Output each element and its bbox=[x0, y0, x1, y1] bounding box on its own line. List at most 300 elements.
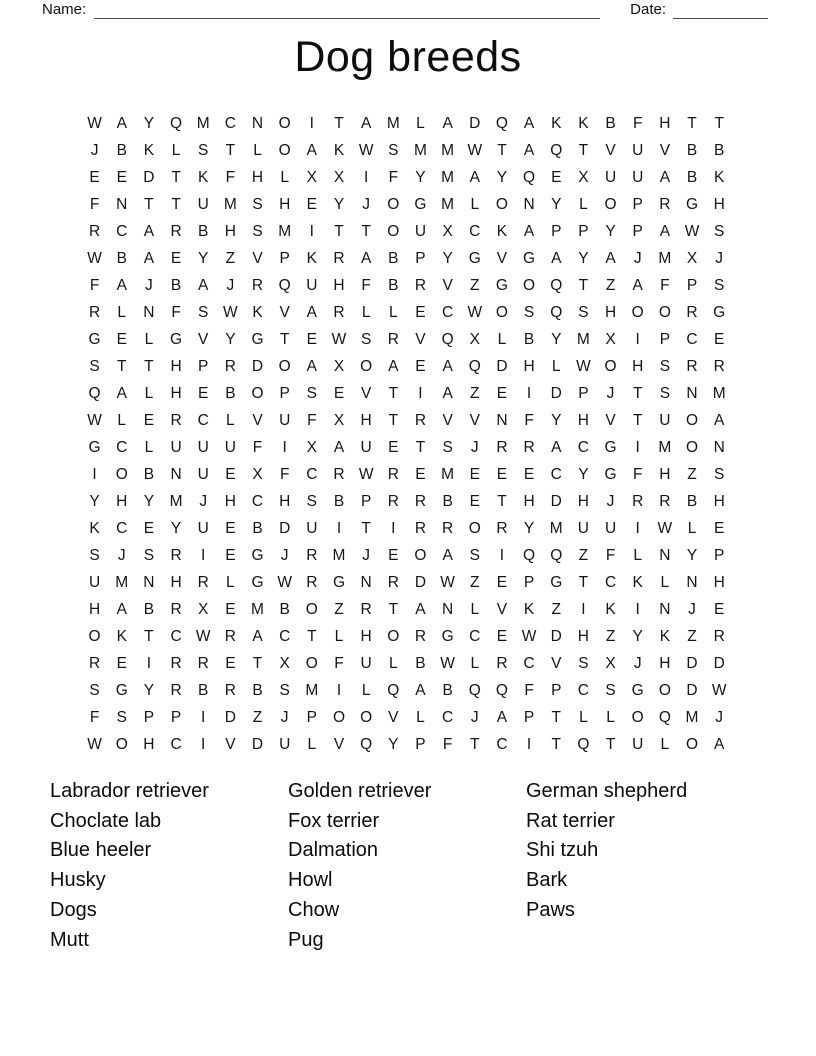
grid-letter: T bbox=[388, 601, 399, 618]
grid-letter: L bbox=[470, 601, 480, 618]
grid-letter: P bbox=[306, 709, 317, 726]
grid-letter: X bbox=[605, 331, 616, 348]
grid-letter: H bbox=[577, 628, 589, 645]
grid-letter: X bbox=[333, 169, 345, 186]
grid-letter: B bbox=[686, 142, 698, 159]
grid-letter: A bbox=[442, 385, 453, 402]
grid-letter: Z bbox=[470, 277, 480, 294]
grid-letter: E bbox=[469, 466, 480, 483]
grid-letter: H bbox=[360, 628, 372, 645]
grid-letter: J bbox=[362, 547, 371, 564]
grid-letter: H bbox=[523, 358, 535, 375]
grid-letter: U bbox=[197, 439, 209, 456]
grid-letter: B bbox=[442, 682, 453, 699]
grid-row bbox=[81, 164, 733, 191]
grid-letter: U bbox=[306, 277, 318, 294]
grid-letter: G bbox=[251, 547, 264, 564]
grid-letter: D bbox=[251, 736, 264, 753]
grid-letter: R bbox=[414, 493, 427, 510]
grid-letter: J bbox=[199, 493, 208, 510]
grid-letter: P bbox=[279, 250, 290, 267]
grid-letter: F bbox=[334, 655, 344, 672]
grid-letter: E bbox=[306, 196, 317, 213]
grid-letter: M bbox=[441, 169, 455, 186]
grid-letter: U bbox=[360, 439, 372, 456]
grid-letter: Z bbox=[605, 628, 616, 645]
grid-letter: T bbox=[307, 628, 317, 645]
grid-letter: F bbox=[605, 547, 616, 564]
grid-letter: A bbox=[415, 601, 426, 618]
name-label: Name: bbox=[42, 1, 87, 18]
grid-letter: C bbox=[496, 736, 508, 753]
grid-letter: P bbox=[686, 277, 698, 294]
grid-letter: L bbox=[144, 331, 154, 348]
grid-letter: P bbox=[360, 493, 372, 510]
grid-letter: Z bbox=[334, 601, 344, 618]
grid-letter: A bbox=[143, 223, 155, 240]
grid-letter: M bbox=[332, 547, 346, 564]
grid-letter: H bbox=[143, 736, 155, 753]
grid-letter: X bbox=[252, 466, 263, 483]
grid-letter: D bbox=[686, 682, 698, 699]
grid-letter: I bbox=[92, 466, 97, 483]
word-item: Choclate lab bbox=[50, 809, 162, 832]
word-item: Howl bbox=[288, 869, 333, 892]
grid-letter: V bbox=[252, 250, 263, 267]
grid-letter: M bbox=[413, 142, 427, 159]
grid-letter: T bbox=[144, 628, 154, 645]
grid-letter: I bbox=[499, 547, 505, 564]
grid-letter: R bbox=[170, 223, 182, 240]
grid-letter: I bbox=[201, 736, 206, 753]
grid-row bbox=[81, 488, 733, 515]
word-item: Mutt bbox=[50, 928, 89, 951]
grid-letter: I bbox=[363, 169, 369, 186]
grid-letter: E bbox=[496, 574, 508, 591]
grid-letter: T bbox=[171, 169, 181, 186]
grid-letter: C bbox=[197, 412, 209, 429]
grid-letter: T bbox=[632, 412, 643, 429]
grid-row bbox=[81, 326, 733, 353]
grid-letter: R bbox=[632, 493, 644, 510]
grid-letter: C bbox=[251, 493, 264, 510]
grid-letter: B bbox=[686, 169, 698, 186]
grid-letter: P bbox=[551, 682, 562, 699]
grid-letter: R bbox=[414, 520, 427, 537]
grid-letter: O bbox=[115, 736, 128, 753]
grid-letter: Q bbox=[523, 547, 536, 564]
grid-letter: Y bbox=[551, 412, 562, 429]
grid-letter: U bbox=[224, 439, 236, 456]
grid-letter: C bbox=[116, 439, 128, 456]
grid-letter: I bbox=[309, 115, 314, 132]
grid-letter: Q bbox=[88, 385, 101, 402]
grid-letter: C bbox=[686, 331, 698, 348]
grid-letter: N bbox=[360, 574, 372, 591]
grid-letter: I bbox=[391, 520, 396, 537]
grid-letter: M bbox=[196, 115, 210, 132]
grid-letter: W bbox=[358, 466, 374, 483]
grid-letter: V bbox=[198, 331, 209, 348]
grid-letter: E bbox=[116, 331, 127, 348]
grid-letter: B bbox=[116, 250, 127, 267]
grid-letter: H bbox=[279, 493, 291, 510]
grid-letter: I bbox=[526, 736, 532, 753]
grid-letter: M bbox=[278, 223, 292, 240]
grid-letter: T bbox=[388, 385, 399, 402]
grid-letter: L bbox=[497, 331, 507, 348]
grid-letter: A bbox=[523, 223, 535, 240]
grid-letter: T bbox=[415, 439, 426, 456]
grid-letter: X bbox=[333, 358, 345, 375]
grid-letter: C bbox=[224, 115, 236, 132]
grid-letter: A bbox=[469, 169, 480, 186]
grid-letter: L bbox=[416, 709, 425, 726]
grid-letter: T bbox=[578, 277, 589, 294]
grid-letter: L bbox=[280, 169, 289, 186]
grid-letter: G bbox=[713, 304, 726, 321]
grid-letter: N bbox=[170, 466, 182, 483]
grid-letter: T bbox=[551, 736, 561, 753]
grid-letter: M bbox=[386, 115, 400, 132]
grid-letter: P bbox=[551, 223, 562, 240]
grid-letter: F bbox=[524, 412, 534, 429]
word-item: Golden retriever bbox=[288, 780, 432, 802]
grid-letter: P bbox=[632, 223, 643, 240]
grid-letter: O bbox=[387, 628, 400, 645]
grid-letter: D bbox=[550, 628, 562, 645]
grid-letter: L bbox=[660, 574, 670, 591]
grid-letter: A bbox=[116, 115, 127, 132]
grid-letter: D bbox=[414, 574, 427, 591]
grid-letter: E bbox=[415, 358, 426, 375]
grid-letter: P bbox=[279, 385, 290, 402]
grid-letter: L bbox=[253, 142, 262, 159]
grid-letter: T bbox=[551, 709, 561, 726]
grid-letter: X bbox=[306, 439, 317, 456]
grid-letter: U bbox=[170, 439, 182, 456]
grid-letter: S bbox=[714, 223, 725, 240]
grid-letter: Q bbox=[658, 709, 671, 726]
grid-letter: S bbox=[523, 304, 535, 321]
grid-row bbox=[81, 353, 733, 380]
grid-row bbox=[81, 218, 733, 245]
grid-letter: O bbox=[278, 358, 291, 375]
grid-letter: D bbox=[469, 115, 481, 132]
grid-letter: H bbox=[632, 358, 644, 375]
grid-letter: S bbox=[279, 682, 290, 699]
grid-letter: L bbox=[361, 682, 371, 699]
grid-letter: H bbox=[251, 169, 264, 186]
grid-letter: E bbox=[306, 331, 317, 348]
grid-letter: G bbox=[332, 574, 346, 591]
grid-letter: U bbox=[659, 412, 671, 429]
grid-letter: V bbox=[659, 142, 671, 159]
grid-letter: H bbox=[170, 574, 182, 591]
grid-letter: J bbox=[280, 547, 289, 564]
grid-letter: T bbox=[279, 331, 290, 348]
grid-letter: M bbox=[441, 466, 455, 483]
grid-letter: L bbox=[687, 520, 697, 537]
grid-letter: A bbox=[442, 358, 453, 375]
grid-letter: Y bbox=[333, 196, 345, 213]
grid-letter: R bbox=[713, 358, 725, 375]
grid-letter: Z bbox=[252, 709, 263, 726]
grid-letter: V bbox=[415, 331, 426, 348]
grid-letter: H bbox=[577, 493, 589, 510]
grid-letter: L bbox=[144, 439, 154, 456]
grid-letter: M bbox=[441, 142, 455, 159]
grid-row bbox=[81, 623, 733, 650]
grid-letter: U bbox=[577, 520, 589, 537]
grid-letter: E bbox=[714, 331, 725, 348]
grid-letter: H bbox=[577, 412, 589, 429]
grid-letter: V bbox=[496, 601, 508, 618]
grid-letter: B bbox=[442, 493, 453, 510]
grid-row bbox=[81, 596, 733, 623]
grid-letter: I bbox=[635, 331, 640, 348]
grid-letter: R bbox=[496, 520, 508, 537]
grid-letter: B bbox=[415, 655, 426, 672]
grid-letter: R bbox=[170, 601, 182, 618]
grid-letter: M bbox=[251, 601, 264, 618]
grid-letter: T bbox=[497, 142, 507, 159]
grid-letter: V bbox=[469, 412, 480, 429]
grid-letter: S bbox=[605, 682, 616, 699]
grid-letter: S bbox=[198, 142, 209, 159]
grid-letter: L bbox=[579, 196, 588, 213]
grid-letter: C bbox=[442, 304, 454, 321]
grid-letter: P bbox=[578, 385, 589, 402]
grid-letter: W bbox=[684, 223, 700, 240]
grid-letter: H bbox=[170, 358, 182, 375]
grid-letter: R bbox=[414, 277, 427, 294]
grid-letter: L bbox=[388, 655, 398, 672]
grid-letter: R bbox=[224, 682, 236, 699]
grid-letter: K bbox=[551, 115, 562, 132]
grid-letter: K bbox=[252, 304, 263, 321]
grid-letter: E bbox=[388, 547, 399, 564]
grid-letter: I bbox=[201, 709, 206, 726]
grid-letter: N bbox=[686, 574, 698, 591]
grid-letter: O bbox=[278, 115, 291, 132]
grid-letter: F bbox=[89, 277, 100, 294]
grid-letter: G bbox=[550, 574, 563, 591]
grid-letter: X bbox=[578, 169, 589, 186]
grid-letter: O bbox=[360, 358, 373, 375]
grid-letter: Z bbox=[687, 466, 697, 483]
grid-row bbox=[81, 137, 733, 164]
grid-letter: O bbox=[685, 412, 699, 429]
grid-letter: A bbox=[143, 250, 155, 267]
grid-letter: T bbox=[632, 385, 643, 402]
grid-letter: I bbox=[282, 439, 287, 456]
grid-letter: Q bbox=[495, 682, 508, 699]
grid-letter: T bbox=[578, 142, 589, 159]
grid-letter: R bbox=[333, 304, 345, 321]
grid-letter: D bbox=[143, 169, 155, 186]
grid-letter: R bbox=[496, 439, 508, 456]
grid-letter: R bbox=[88, 655, 101, 672]
grid-letter: V bbox=[442, 412, 453, 429]
grid-letter: D bbox=[686, 655, 698, 672]
grid-letter: C bbox=[170, 736, 182, 753]
grid-letter: J bbox=[90, 142, 99, 159]
grid-letter: Q bbox=[577, 736, 590, 753]
grid-letter: A bbox=[551, 439, 562, 456]
grid-letter: O bbox=[631, 709, 644, 726]
grid-letter: A bbox=[116, 601, 127, 618]
grid-letter: S bbox=[198, 304, 209, 321]
grid-letter: E bbox=[496, 466, 508, 483]
grid-letter: E bbox=[225, 601, 236, 618]
grid-letter: I bbox=[201, 547, 206, 564]
grid-letter: T bbox=[334, 223, 344, 240]
grid-letter: I bbox=[635, 601, 640, 618]
grid-letter: H bbox=[88, 601, 101, 618]
grid-letter: Z bbox=[605, 277, 616, 294]
grid-row bbox=[81, 272, 733, 299]
word-item: Paws bbox=[526, 898, 575, 921]
grid-letter: V bbox=[551, 655, 562, 672]
grid-letter: U bbox=[197, 520, 209, 537]
grid-letter: Y bbox=[496, 169, 508, 186]
name-blank-line bbox=[94, 4, 600, 19]
grid-letter: J bbox=[688, 601, 696, 618]
grid-letter: D bbox=[713, 655, 725, 672]
grid-letter: R bbox=[88, 304, 101, 321]
grid-letter: B bbox=[523, 331, 535, 348]
grid-letter: G bbox=[523, 250, 536, 267]
grid-row bbox=[81, 380, 733, 407]
grid-letter: M bbox=[658, 439, 672, 456]
grid-letter: E bbox=[225, 520, 236, 537]
grid-letter: S bbox=[116, 709, 127, 726]
grid-letter: R bbox=[360, 601, 372, 618]
grid-letter: P bbox=[523, 709, 535, 726]
grid-row bbox=[81, 569, 733, 596]
grid-letter: B bbox=[143, 601, 155, 618]
grid-letter: K bbox=[714, 169, 725, 186]
grid-letter: G bbox=[441, 628, 454, 645]
grid-letter: B bbox=[388, 277, 399, 294]
grid-letter: F bbox=[89, 196, 100, 213]
grid-letter: W bbox=[277, 574, 292, 591]
grid-letter: E bbox=[198, 385, 209, 402]
grid-letter: N bbox=[496, 412, 508, 429]
grid-letter: A bbox=[306, 142, 317, 159]
grid-letter: L bbox=[226, 412, 235, 429]
grid-letter: X bbox=[686, 250, 698, 267]
grid-letter: T bbox=[361, 520, 371, 537]
grid-letter: F bbox=[632, 115, 643, 132]
grid-letter: Y bbox=[170, 520, 182, 537]
grid-letter: Y bbox=[225, 331, 236, 348]
grid-letter: R bbox=[387, 466, 399, 483]
grid-letter: W bbox=[521, 628, 537, 645]
grid-letter: S bbox=[388, 142, 399, 159]
grid-letter: O bbox=[278, 142, 291, 159]
grid-letter: E bbox=[415, 304, 426, 321]
grid-letter: A bbox=[551, 250, 562, 267]
grid-letter: T bbox=[605, 736, 616, 753]
grid-letter: O bbox=[658, 682, 671, 699]
grid-letter: A bbox=[360, 115, 372, 132]
grid-letter: Q bbox=[523, 169, 536, 186]
grid-letter: J bbox=[362, 196, 371, 213]
grid-letter: G bbox=[414, 196, 427, 213]
word-column bbox=[288, 777, 526, 955]
grid-letter: V bbox=[360, 385, 372, 402]
grid-letter: F bbox=[225, 169, 236, 186]
grid-letter: H bbox=[713, 574, 725, 591]
grid-letter: R bbox=[496, 655, 508, 672]
grid-letter: Z bbox=[687, 628, 697, 645]
grid-letter: N bbox=[523, 196, 535, 213]
grid-letter: M bbox=[169, 493, 183, 510]
grid-letter: A bbox=[116, 277, 127, 294]
header-row bbox=[42, 1, 768, 19]
grid-letter: L bbox=[579, 709, 588, 726]
grid-letter: P bbox=[523, 574, 535, 591]
grid-letter: W bbox=[358, 142, 374, 159]
grid-row bbox=[81, 704, 733, 731]
word-item: Dalmation bbox=[288, 839, 379, 862]
grid-letter: E bbox=[116, 655, 127, 672]
grid-letter: U bbox=[306, 520, 318, 537]
grid-letter: A bbox=[306, 304, 317, 321]
grid-letter: D bbox=[550, 493, 562, 510]
grid-letter: V bbox=[333, 736, 345, 753]
grid-letter: B bbox=[252, 520, 263, 537]
grid-letter: I bbox=[336, 682, 342, 699]
grid-letter: S bbox=[578, 304, 589, 321]
grid-letter: W bbox=[87, 250, 102, 267]
grid-letter: R bbox=[224, 628, 236, 645]
grid-letter: J bbox=[715, 709, 724, 726]
grid-letter: T bbox=[687, 115, 697, 132]
grid-letter: N bbox=[442, 601, 454, 618]
grid-letter: F bbox=[660, 277, 670, 294]
grid-letter: R bbox=[170, 682, 182, 699]
grid-letter: L bbox=[117, 304, 127, 321]
grid-letter: E bbox=[415, 466, 426, 483]
grid-letter: F bbox=[279, 466, 290, 483]
grid-letter: N bbox=[713, 439, 725, 456]
grid-letter: I bbox=[635, 439, 640, 456]
grid-letter: H bbox=[713, 196, 725, 213]
grid-letter: Q bbox=[550, 547, 563, 564]
grid-letter: O bbox=[305, 601, 318, 618]
grid-letter: H bbox=[659, 655, 671, 672]
word-item: German shepherd bbox=[526, 780, 688, 802]
grid-letter: Y bbox=[523, 520, 535, 537]
grid-letter: J bbox=[470, 709, 479, 726]
grid-letter: H bbox=[224, 223, 236, 240]
grid-letter: Q bbox=[550, 277, 563, 294]
grid-letter: Z bbox=[470, 574, 480, 591]
grid-row bbox=[81, 245, 733, 272]
grid-letter: B bbox=[198, 223, 209, 240]
grid-letter: O bbox=[604, 196, 617, 213]
grid-letter: A bbox=[198, 277, 209, 294]
grid-letter: Q bbox=[468, 682, 481, 699]
grid-letter: V bbox=[279, 304, 290, 321]
grid-letter: Y bbox=[143, 115, 155, 132]
grid-letter: H bbox=[523, 493, 535, 510]
grid-letter: R bbox=[387, 574, 399, 591]
grid-letter: O bbox=[332, 709, 346, 726]
